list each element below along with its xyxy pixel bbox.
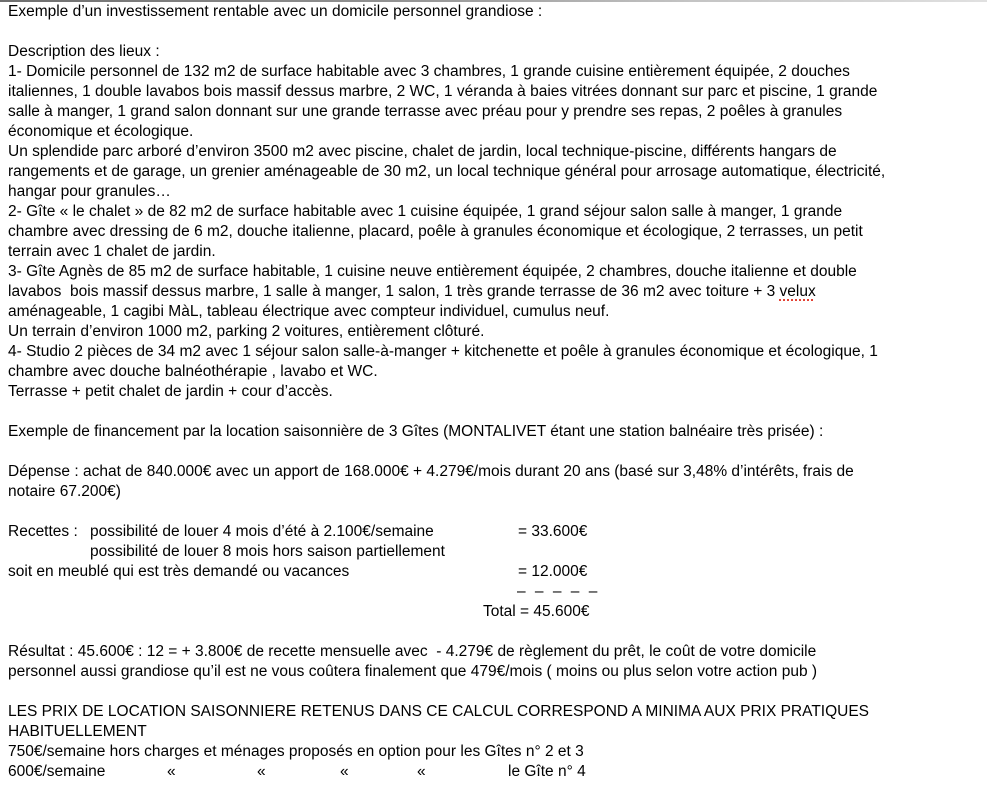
amount-summer: = 33.600€ — [518, 523, 588, 540]
text-segment: HABITUELLEMENT — [8, 723, 147, 740]
text-line — [0, 82, 987, 102]
text-line — [0, 162, 987, 182]
text-segment: personnel aussi grandiose qu’il est ne vous coûtera finalement que 479€/mois ( moins ou plus selon votre action pub ) — [8, 663, 818, 680]
revenue-line-3 — [0, 562, 987, 582]
text-segment: Dépense : achat de 840.000€ avec un apport de 168.000€ + 4.279€/mois durant 20 ans (basé sur 3,48% d’intérêts, frais de — [8, 463, 854, 480]
text-line — [0, 282, 987, 302]
text-line — [0, 182, 987, 202]
text-segment: salle à manger, 1 grand salon donnant sur une grande terrasse avec préau pour y prendre ses repas, 2 poêles à granules — [8, 103, 843, 120]
price-line-600 — [0, 762, 987, 782]
text-line — [0, 102, 987, 122]
text-segment: Un splendide parc arboré d’environ 3500 m2 avec piscine, chalet de jardin, local technique-piscine, différents hangars de — [8, 143, 837, 160]
text-line — [0, 482, 987, 502]
text-line — [0, 222, 987, 242]
ditto-mark: « — [417, 763, 426, 780]
text-segment: terrain avec 1 chalet de jardin. — [8, 243, 216, 260]
ditto-mark: « — [257, 763, 266, 780]
text-segment: le Gîte n° 4 — [508, 763, 586, 780]
text-segment: Exemple de financement par la location saisonnière de 3 Gîtes (MONTALIVET étant une station balnéaire très prisée) : — [8, 423, 824, 440]
text-line — [0, 62, 987, 82]
text-line — [0, 622, 987, 642]
text-line — [0, 382, 987, 402]
financing-heading — [0, 422, 987, 442]
text-line — [0, 662, 987, 682]
text-segment: Exemple d’un investissement rentable avec un domicile personnel grandiose : — [8, 3, 543, 20]
text-segment: soit en meublé qui est très demandé ou vacances — [8, 563, 350, 580]
text-segment: hangar pour granules… — [8, 183, 171, 200]
text-line — [0, 142, 987, 162]
text-segment: 4- Studio 2 pièces de 34 m2 avec 1 séjour salon salle-à-manger + kitchenette et poêle à granules économique et écologique, 1 — [8, 343, 878, 360]
text-line — [0, 722, 987, 742]
text-line — [0, 22, 987, 42]
text-segment: – – – – – — [517, 583, 600, 600]
text-line — [0, 502, 987, 522]
text-line — [0, 242, 987, 262]
text-segment: Résultat : 45.600€ : 12 = + 3.800€ de recette mensuelle avec - 4.279€ de règlement du prêt, le coût de votre domicile — [8, 643, 817, 660]
title — [0, 2, 987, 22]
document-body — [0, 2, 987, 782]
text-segment: aménageable, 1 cagibi MàL, tableau électrique avec compteur individuel, cumulus neuf. — [8, 303, 610, 320]
text-segment: rangements et de garage, un grenier aménageable de 30 m2, un local technique général pour arrosage automatique, électricité, — [8, 163, 886, 180]
text-segment: Un terrain d’environ 1000 m2, parking 2 voitures, entièrement clôturé. — [8, 323, 485, 340]
text-line — [0, 262, 987, 282]
expense-line — [0, 462, 987, 482]
text-segment: 600€/semaine — [8, 763, 106, 780]
text-line — [0, 302, 987, 322]
text-segment: Recettes : — [8, 523, 78, 540]
revenue-line-1 — [0, 522, 987, 542]
misspelled-word: velux — [779, 283, 816, 300]
revenue-line-2 — [0, 542, 987, 562]
text-segment: 1- Domicile personnel de 132 m2 de surface habitable avec 3 chambres, 1 grande cuisine entièrement équipée, 2 douches — [8, 63, 850, 80]
text-segment: notaire 67.200€) — [8, 483, 121, 500]
prices-heading — [0, 702, 987, 722]
text-segment: lavabos bois massif dessus marbre, 1 salle à manger, 1 salon, 1 très grande terrasse de 36 m2 avec toiture + 3 — [8, 283, 780, 300]
text-segment: 750€/semaine hors charges et ménages proposés en option pour les Gîtes n° 2 et 3 — [8, 743, 584, 760]
ditto-mark: « — [340, 763, 349, 780]
text-segment: chambre avec dressing de 6 m2, douche italienne, placard, poêle à granules économique et écologique, 2 terrasses, un petit — [8, 223, 863, 240]
text-segment: chambre avec douche balnéothérapie , lavabo et WC. — [8, 363, 378, 380]
text-line — [0, 442, 987, 462]
ditto-mark: « — [167, 763, 176, 780]
text-line — [0, 362, 987, 382]
amount-offseason: = 12.000€ — [518, 563, 588, 580]
text-line — [0, 322, 987, 342]
text-segment: économique et écologique. — [8, 123, 194, 140]
text-segment: 2- Gîte « le chalet » de 82 m2 de surface habitable avec 1 cuisine équipée, 1 grand séjour salon salle à manger, 1 grande — [8, 203, 843, 220]
text-line — [0, 402, 987, 422]
section-heading-description — [0, 42, 987, 62]
sum-rule — [0, 582, 987, 602]
text-line — [0, 682, 987, 702]
text-line — [0, 342, 987, 362]
price-line-750 — [0, 742, 987, 762]
text-segment: 3- Gîte Agnès de 85 m2 de surface habitable, 1 cuisine neuve entièrement équipée, 2 chambres, douche italienne et double — [8, 263, 857, 280]
text-segment: possibilité de louer 4 mois d’été à 2.100€/semaine — [90, 523, 434, 540]
text-line — [0, 122, 987, 142]
text-segment: Terrasse + petit chalet de jardin + cour d’accès. — [8, 383, 333, 400]
result-line — [0, 642, 987, 662]
text-segment: possibilité de louer 8 mois hors saison partiellement — [90, 543, 445, 560]
total-line — [0, 602, 987, 622]
text-segment: Total = 45.600€ — [483, 603, 590, 620]
text-line — [0, 202, 987, 222]
text-segment: Description des lieux : — [8, 43, 160, 60]
text-segment: italiennes, 1 double lavabos bois massif dessus marbre, 2 WC, 1 véranda à baies vitrées donnant sur parc et piscine, 1 grande — [8, 83, 878, 100]
text-segment: LES PRIX DE LOCATION SAISONNIERE RETENUS DANS CE CALCUL CORRESPOND A MINIMA AUX PRIX PRATIQUES — [8, 703, 870, 720]
